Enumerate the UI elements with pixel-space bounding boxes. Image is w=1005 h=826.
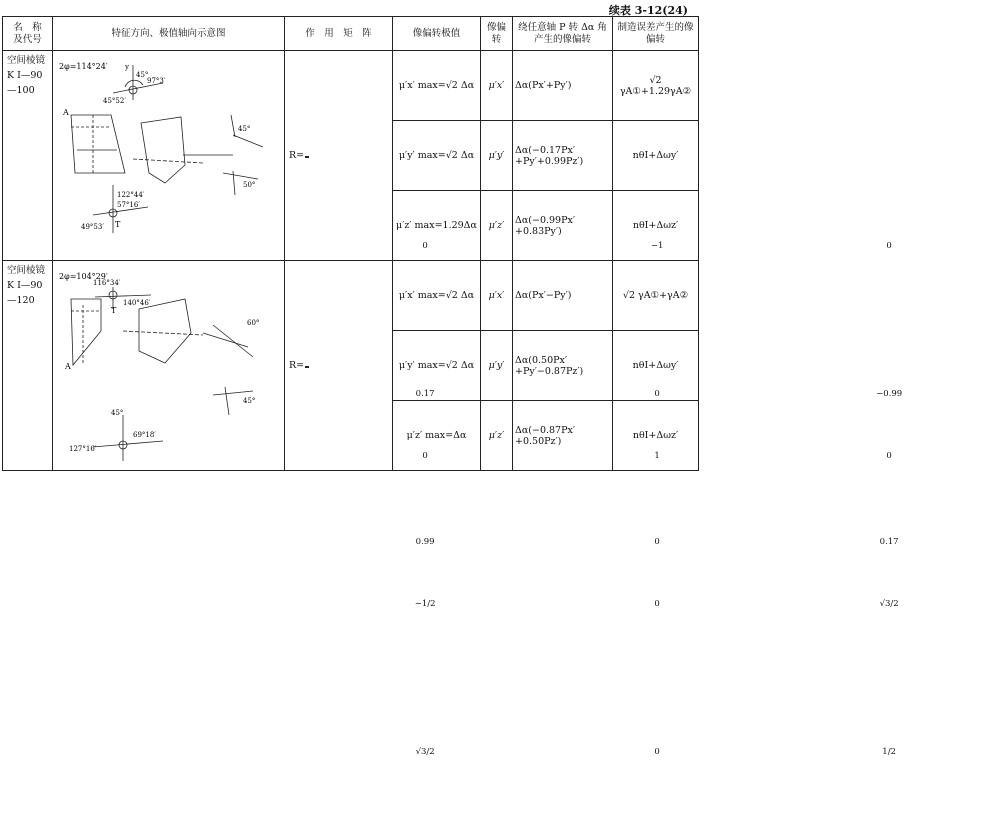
point-T-label: T bbox=[115, 219, 121, 229]
extreme-value: μ′x′ max=√2 Δα bbox=[393, 51, 481, 121]
matrix-prefix: R= bbox=[289, 360, 305, 371]
extreme-value: μ′x′ max=√2 Δα bbox=[393, 261, 481, 331]
phi-label: 2φ=104°29′ bbox=[59, 271, 108, 281]
axis-y: y bbox=[125, 62, 129, 71]
axis-rotation-value: Δα(Px′−Py′) bbox=[513, 261, 613, 331]
header-extreme: 像偏转极值 bbox=[393, 17, 481, 51]
angle-label: 116°34′ bbox=[93, 278, 121, 287]
matrix-entry: 0 bbox=[654, 598, 660, 609]
table-row bbox=[3, 51, 699, 121]
name-line-3: —100 bbox=[7, 85, 35, 97]
matrix-entry: 0 bbox=[422, 240, 428, 251]
extreme-value: μ′z′ max=Δα bbox=[393, 401, 481, 471]
matrix-entry: 1 bbox=[654, 450, 660, 461]
prism-diagram bbox=[53, 261, 285, 471]
phi-label: 2φ=114°24′ bbox=[59, 61, 108, 71]
deflection-symbol: μ′z′ bbox=[481, 191, 513, 261]
angle-label: 57°16′ bbox=[117, 200, 140, 209]
axis-rotation-value: Δα(Px′+Py′) bbox=[513, 51, 613, 121]
angle-label: 45° bbox=[243, 396, 256, 405]
name-line-3: —120 bbox=[7, 295, 35, 307]
matrix-entry: 0 bbox=[654, 746, 660, 757]
matrix-entry: √3/2 bbox=[415, 746, 435, 757]
prism-table bbox=[2, 16, 903, 757]
manufacturing-value: nθⅠ+Δωy′ bbox=[613, 121, 699, 191]
matrix-entry: −1/2 bbox=[414, 598, 436, 609]
name-line-2: K I—90 bbox=[7, 280, 43, 292]
manufacturing-value: √2 γA①+γA② bbox=[613, 261, 699, 331]
angle-label: 45° bbox=[136, 70, 149, 79]
matrix-entry: 0 bbox=[886, 240, 892, 251]
matrix-prefix: R= bbox=[289, 150, 305, 161]
matrix-entry: √3/2 bbox=[879, 598, 899, 609]
table-caption: 续表 3-12(24) bbox=[608, 4, 688, 17]
prism-diagram bbox=[53, 51, 285, 261]
matrix-entry: 0 bbox=[654, 388, 660, 399]
angle-label: 45° bbox=[111, 408, 124, 417]
prism-sketch bbox=[53, 55, 283, 257]
angle-label: 45°52′ bbox=[103, 96, 126, 105]
manufacturing-value: nθⅠ+Δωz′ bbox=[613, 401, 699, 471]
prism-name bbox=[3, 261, 53, 471]
angle-label: 127°16′ bbox=[69, 444, 97, 453]
prism-name bbox=[3, 51, 53, 261]
angle-label: 122°44′ bbox=[117, 190, 145, 199]
name-line-1: 空间棱镜 bbox=[7, 55, 46, 66]
manufacturing-value: nθⅠ+Δωz′ bbox=[613, 191, 699, 261]
angle-label: 140°46′ bbox=[123, 298, 151, 307]
matrix-entry: 0 bbox=[654, 536, 660, 547]
angle-label: 60° bbox=[247, 318, 260, 327]
deflection-symbol: μ′y′ bbox=[481, 331, 513, 401]
extreme-value: μ′z′ max=1.29Δα bbox=[393, 191, 481, 261]
deflection-symbol: μ′y′ bbox=[481, 121, 513, 191]
header-axis-rotation: 绕任意轴 P 转 Δα 角产生的像偏转 bbox=[513, 17, 613, 51]
deflection-symbol: μ′x′ bbox=[481, 51, 513, 121]
header-deflection: 像偏转 bbox=[481, 17, 513, 51]
manufacturing-value: nθⅠ+Δωy′ bbox=[613, 331, 699, 401]
angle-label: 69°18′ bbox=[133, 430, 156, 439]
axis-rotation-value: Δα(−0.87Px′ +0.50Pz′) bbox=[513, 401, 613, 471]
name-line-2: K I—90 bbox=[7, 70, 43, 82]
axis-rotation-value: Δα(−0.99Px′ +0.83Py′) bbox=[513, 191, 613, 261]
point-T-label: T bbox=[111, 305, 117, 315]
name-line-1: 空间棱镜 bbox=[7, 265, 46, 276]
angle-label: 45° bbox=[238, 124, 251, 133]
matrix-entry: 0.17 bbox=[879, 536, 899, 547]
extreme-value: μ′y′ max=√2 Δα bbox=[393, 331, 481, 401]
extreme-value: μ′y′ max=√2 Δα bbox=[393, 121, 481, 191]
matrix-entry: 0 bbox=[422, 450, 428, 461]
angle-label: 50° bbox=[243, 180, 256, 189]
matrix-entry: 0.99 bbox=[415, 536, 435, 547]
matrix-entry: 0 bbox=[886, 450, 892, 461]
deflection-symbol: μ′x′ bbox=[481, 261, 513, 331]
header-manufacturing: 制造误差产生的像偏转 bbox=[613, 17, 699, 51]
matrix-entry: −0.99 bbox=[876, 388, 903, 399]
angle-label: 49°53′ bbox=[81, 222, 104, 231]
header-name: 名 称 及代号 bbox=[3, 17, 53, 51]
point-A-label: A bbox=[63, 107, 69, 117]
angle-label: 97°3′ bbox=[147, 76, 166, 85]
matrix-entry: −1 bbox=[650, 240, 664, 251]
matrix-entry: 1/2 bbox=[882, 746, 896, 757]
header-diagram: 特征方向、极值轴向示意图 bbox=[53, 17, 285, 51]
prism-sketch bbox=[53, 265, 283, 467]
header-matrix: 作 用 矩 阵 bbox=[285, 17, 393, 51]
deflection-symbol: μ′z′ bbox=[481, 401, 513, 471]
axis-rotation-value: Δα(−0.17Px′ +Py′+0.99Pz′) bbox=[513, 121, 613, 191]
manufacturing-value: √2 γA①+1.29γA② bbox=[613, 51, 699, 121]
axis-rotation-value: Δα(0.50Px′ +Py′−0.87Pz′) bbox=[513, 331, 613, 401]
matrix-entry: 0.17 bbox=[415, 388, 435, 399]
point-A-label: A bbox=[65, 361, 71, 371]
